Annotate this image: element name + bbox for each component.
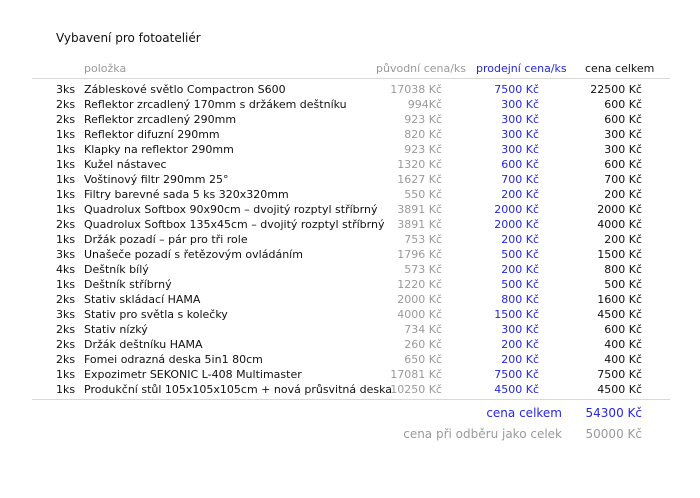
table-row — [0, 262, 700, 277]
bulk-price-value: 50000 Kč — [585, 427, 642, 441]
row-total: 400 Kč — [604, 353, 642, 366]
table-row — [0, 337, 700, 352]
row-name: Stativ skládací HAMA — [84, 293, 201, 306]
row-name: Quadrolux Softbox 90x90cm – dvojitý rozptyl stříbrný — [84, 203, 378, 216]
row-original-price: 734 Kč — [404, 323, 442, 336]
row-total: 1500 Kč — [597, 248, 642, 261]
row-original-price: 1627 Kč — [397, 173, 442, 186]
table-row — [0, 187, 700, 202]
table-row — [0, 127, 700, 142]
row-name: Produkční stůl 105x105x105cm + nová průsvitná deska — [84, 383, 393, 396]
table-row — [0, 382, 700, 397]
row-qty: 1ks — [56, 173, 76, 186]
row-total: 4000 Kč — [597, 218, 642, 231]
items-table — [0, 82, 700, 397]
row-qty: 1ks — [56, 143, 76, 156]
row-qty: 2ks — [56, 293, 76, 306]
row-original-price: 10250 Kč — [390, 383, 442, 396]
header-item: položka — [84, 62, 127, 75]
table-row — [0, 112, 700, 127]
row-qty: 3ks — [56, 248, 76, 261]
footer-divider — [32, 399, 670, 400]
row-original-price: 1220 Kč — [397, 278, 442, 291]
table-row — [0, 247, 700, 262]
row-total: 300 Kč — [604, 128, 642, 141]
row-original-price: 820 Kč — [404, 128, 442, 141]
row-original-price: 3891 Kč — [397, 218, 442, 231]
row-original-price: 17081 Kč — [390, 368, 442, 381]
header-divider — [32, 78, 670, 79]
row-name: Kužel nástavec — [84, 158, 167, 171]
table-row — [0, 97, 700, 112]
row-qty: 2ks — [56, 113, 76, 126]
row-qty: 3ks — [56, 308, 76, 321]
row-total: 800 Kč — [604, 263, 642, 276]
row-name: Reflektor zrcadlený 170mm s držákem deštníku — [84, 98, 347, 111]
row-original-price: 260 Kč — [404, 338, 442, 351]
row-qty: 1ks — [56, 203, 76, 216]
row-total: 7500 Kč — [597, 368, 642, 381]
row-original-price: 1320 Kč — [397, 158, 442, 171]
row-total: 2000 Kč — [597, 203, 642, 216]
row-total: 22500 Kč — [590, 83, 642, 96]
row-qty: 2ks — [56, 323, 76, 336]
table-row — [0, 142, 700, 157]
row-sale-price: 2000 Kč — [494, 203, 539, 216]
row-original-price: 4000 Kč — [397, 308, 442, 321]
row-original-price: 1796 Kč — [397, 248, 442, 261]
row-sale-price: 300 Kč — [501, 128, 539, 141]
table-row — [0, 292, 700, 307]
row-qty: 1ks — [56, 128, 76, 141]
row-name: Expozimetr SEKONIC L-408 Multimaster — [84, 368, 302, 381]
row-sale-price: 4500 Kč — [494, 383, 539, 396]
row-name: Deštník bílý — [84, 263, 149, 276]
table-row — [0, 82, 700, 97]
row-original-price: 753 Kč — [404, 233, 442, 246]
row-original-price: 923 Kč — [404, 113, 442, 126]
row-qty: 1ks — [56, 368, 76, 381]
row-sale-price: 200 Kč — [501, 338, 539, 351]
table-row — [0, 322, 700, 337]
row-name: Stativ nízký — [84, 323, 148, 336]
row-qty: 1ks — [56, 278, 76, 291]
row-sale-price: 7500 Kč — [494, 83, 539, 96]
row-total: 700 Kč — [604, 173, 642, 186]
row-name: Unašeče pozadí s řetězovým ovládáním — [84, 248, 303, 261]
header-sale-price: prodejní cena/ks — [476, 62, 567, 75]
row-sale-price: 300 Kč — [501, 113, 539, 126]
row-sale-price: 300 Kč — [501, 98, 539, 111]
row-sale-price: 600 Kč — [501, 158, 539, 171]
table-row — [0, 307, 700, 322]
row-qty: 2ks — [56, 353, 76, 366]
row-original-price: 3891 Kč — [397, 203, 442, 216]
row-qty: 3ks — [56, 83, 76, 96]
table-row — [0, 232, 700, 247]
row-sale-price: 200 Kč — [501, 263, 539, 276]
sum-label: cena celkem — [486, 406, 562, 420]
table-row — [0, 172, 700, 187]
bulk-price-label: cena při odběru jako celek — [403, 427, 562, 441]
row-qty: 1ks — [56, 158, 76, 171]
row-total: 1600 Kč — [597, 293, 642, 306]
row-name: Filtry barevné sada 5 ks 320x320mm — [84, 188, 289, 201]
table-row — [0, 367, 700, 382]
row-sale-price: 700 Kč — [501, 173, 539, 186]
row-original-price: 923 Kč — [404, 143, 442, 156]
row-total: 4500 Kč — [597, 308, 642, 321]
row-total: 200 Kč — [604, 188, 642, 201]
row-total: 600 Kč — [604, 113, 642, 126]
row-name: Reflektor difuzní 290mm — [84, 128, 220, 141]
row-sale-price: 200 Kč — [501, 233, 539, 246]
header-original-price: původní cena/ks — [376, 62, 467, 75]
row-sale-price: 300 Kč — [501, 323, 539, 336]
table-row — [0, 352, 700, 367]
row-original-price: 994Kč — [407, 98, 442, 111]
row-name: Stativ pro světla s kolečky — [84, 308, 228, 321]
row-name: Držák pozadí – pár pro tři role — [84, 233, 248, 246]
row-qty: 1ks — [56, 188, 76, 201]
row-original-price: 550 Kč — [404, 188, 442, 201]
row-total: 200 Kč — [604, 233, 642, 246]
row-name: Fomei odrazná deska 5in1 80cm — [84, 353, 263, 366]
row-qty: 2ks — [56, 98, 76, 111]
row-qty: 2ks — [56, 218, 76, 231]
row-sale-price: 500 Kč — [501, 278, 539, 291]
row-name: Držák deštníku HAMA — [84, 338, 203, 351]
row-total: 4500 Kč — [597, 383, 642, 396]
row-name: Klapky na reflektor 290mm — [84, 143, 234, 156]
sum-value: 54300 Kč — [585, 406, 642, 420]
row-original-price: 2000 Kč — [397, 293, 442, 306]
table-row — [0, 202, 700, 217]
row-qty: 1ks — [56, 233, 76, 246]
table-row — [0, 157, 700, 172]
row-total: 600 Kč — [604, 323, 642, 336]
table-row — [0, 217, 700, 232]
row-name: Voštinový filtr 290mm 25° — [84, 173, 229, 186]
row-total: 300 Kč — [604, 143, 642, 156]
row-sale-price: 500 Kč — [501, 248, 539, 261]
row-sale-price: 800 Kč — [501, 293, 539, 306]
row-total: 600 Kč — [604, 98, 642, 111]
row-name: Quadrolux Softbox 135x45cm – dvojitý rozptyl stříbrný — [84, 218, 385, 231]
row-original-price: 17038 Kč — [390, 83, 442, 96]
row-total: 600 Kč — [604, 158, 642, 171]
row-name: Zábleskové světlo Compactron S600 — [84, 83, 286, 96]
row-total: 400 Kč — [604, 338, 642, 351]
page-title: Vybavení pro fotoateliér — [56, 31, 201, 45]
header-total: cena celkem — [585, 62, 655, 75]
table-row — [0, 277, 700, 292]
row-original-price: 573 Kč — [404, 263, 442, 276]
row-sale-price: 1500 Kč — [494, 308, 539, 321]
row-qty: 1ks — [56, 383, 76, 396]
row-sale-price: 200 Kč — [501, 353, 539, 366]
row-sale-price: 2000 Kč — [494, 218, 539, 231]
row-name: Reflektor zrcadlený 290mm — [84, 113, 237, 126]
row-qty: 4ks — [56, 263, 76, 276]
row-sale-price: 300 Kč — [501, 143, 539, 156]
row-sale-price: 200 Kč — [501, 188, 539, 201]
row-original-price: 650 Kč — [404, 353, 442, 366]
row-sale-price: 7500 Kč — [494, 368, 539, 381]
row-name: Deštník stříbrný — [84, 278, 172, 291]
row-qty: 2ks — [56, 338, 76, 351]
row-total: 500 Kč — [604, 278, 642, 291]
